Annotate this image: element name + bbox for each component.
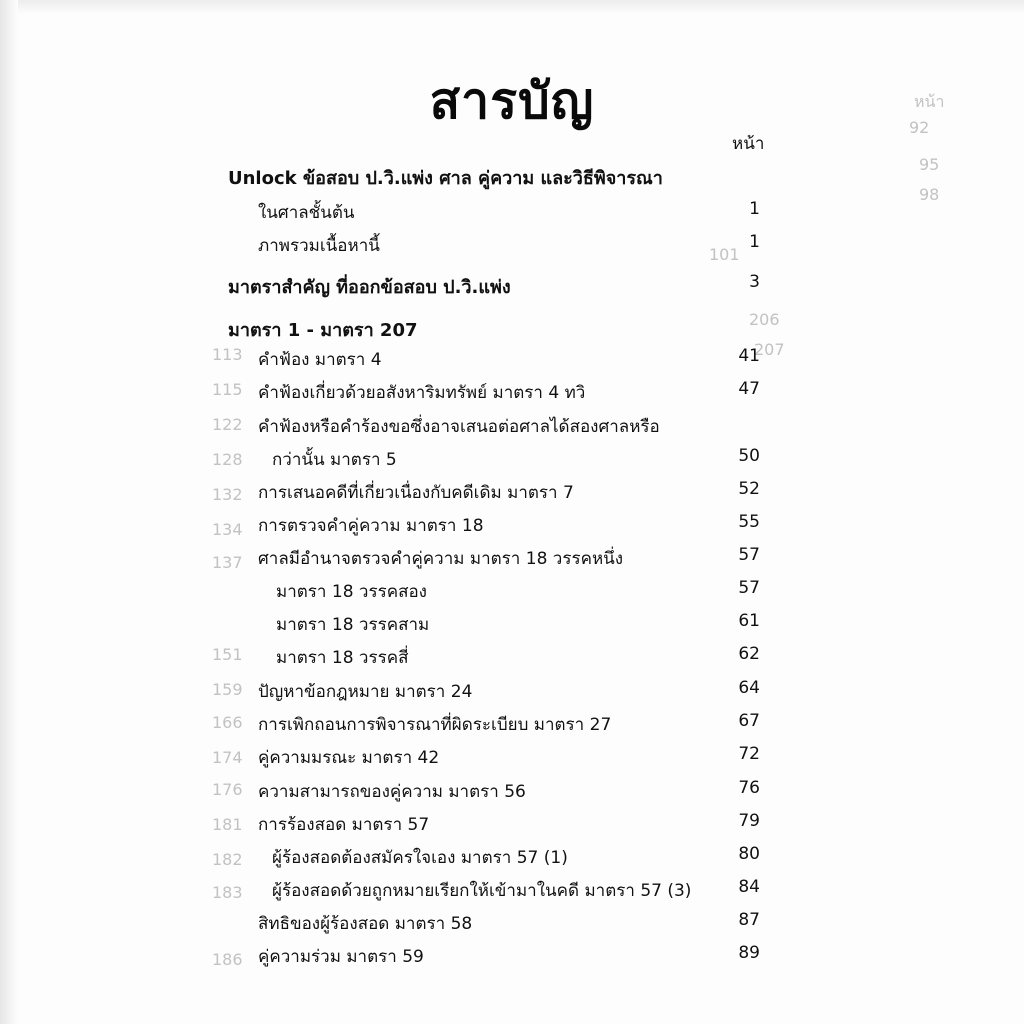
ghost-number: 137 (212, 553, 243, 572)
toc-page-number: 87 (738, 910, 760, 930)
page-top-edge (0, 0, 1024, 14)
ghost-number: 128 (212, 450, 243, 469)
toc-page-number: 55 (738, 512, 760, 532)
toc-entry: ผู้ร้องสอดด้วยถูกหมายเรียกให้เข้ามาในคดี มาตรา 57 (3) (272, 881, 692, 901)
ghost-number: 115 (212, 380, 243, 399)
toc-entry: คำฟ้อง มาตรา 4 (258, 350, 382, 370)
toc-entry: มาตรา 18 วรรคสอง (276, 582, 427, 602)
toc-page-number: 3 (749, 272, 760, 292)
toc-page-number: 57 (738, 545, 760, 565)
toc-page-number: 80 (738, 844, 760, 864)
toc-entry: ในศาลชั้นต้น (258, 203, 355, 223)
toc-page-number: 57 (738, 578, 760, 598)
ghost-number: 159 (212, 680, 243, 699)
ghost-number: 181 (212, 815, 243, 834)
page-column-label: หน้า (732, 134, 765, 154)
toc-page-number: 1 (749, 232, 760, 252)
toc-entry: ความสามารถของคู่ความ มาตรา 56 (258, 782, 526, 802)
toc-entry: การเสนอคดีที่เกี่ยวเนื่องกับคดีเดิม มาตรา 7 (258, 483, 574, 503)
page-title: สารบัญ (429, 72, 595, 130)
toc-entry: ภาพรวมเนื้อหานี้ (258, 236, 380, 256)
toc-entry: คู่ความมรณะ มาตรา 42 (258, 748, 440, 768)
toc-entry: การเพิกถอนการพิจารณาที่ผิดระเบียบ มาตรา 27 (258, 715, 612, 735)
toc-entry: สิทธิของผู้ร้องสอด มาตรา 58 (258, 914, 473, 934)
toc-entry: ศาลมีอำนาจตรวจคำคู่ความ มาตรา 18 วรรคหนึ่ง (258, 549, 624, 569)
toc-entry-heading: Unlock ข้อสอบ ป.วิ.แพ่ง ศาล คู่ความ และวิธีพิจารณา (228, 168, 663, 189)
ghost-number: 182 (212, 850, 243, 869)
toc-page-number: 47 (738, 379, 760, 399)
toc-page-number: 84 (738, 877, 760, 897)
toc-page-number: 1 (749, 199, 760, 219)
toc-page-number: 52 (738, 479, 760, 499)
ghost-number: 206 (749, 310, 780, 329)
toc-page-number: 72 (738, 744, 760, 764)
toc-entry: คู่ความร่วม มาตรา 59 (258, 947, 424, 967)
ghost-number: 134 (212, 520, 243, 539)
toc-entry: กว่านั้น มาตรา 5 (272, 450, 397, 470)
ghost-number: 98 (919, 185, 940, 204)
toc-page-number: 61 (738, 611, 760, 631)
ghost-number: 207 (754, 340, 785, 359)
toc-page-number: 62 (738, 644, 760, 664)
ghost-number: 101 (709, 245, 740, 264)
ghost-number: 186 (212, 950, 243, 969)
toc-entry-heading: มาตรา 1 - มาตรา 207 (228, 320, 418, 341)
toc-entry: มาตรา 18 วรรคสี่ (276, 648, 409, 668)
toc-entry: มาตรา 18 วรรคสาม (276, 615, 430, 635)
ghost-number: 92 (909, 118, 930, 137)
toc-entry-heading: มาตราสำคัญ ที่ออกข้อสอบ ป.วิ.แพ่ง (228, 277, 511, 298)
toc-page-number: 50 (738, 446, 760, 466)
ghost-number: 166 (212, 713, 243, 732)
toc-page-number: 67 (738, 711, 760, 731)
toc-page-number: 64 (738, 678, 760, 698)
ghost-number: 122 (212, 415, 243, 434)
ghost-label: หน้า (914, 92, 945, 111)
toc-page-number: 79 (738, 811, 760, 831)
ghost-number: 151 (212, 645, 243, 664)
toc-entry: คำฟ้องเกี่ยวด้วยอสังหาริมทรัพย์ มาตรา 4 ทวิ (258, 383, 586, 403)
ghost-number: 183 (212, 883, 243, 902)
ghost-number: 95 (919, 155, 940, 174)
toc-page-number: 76 (738, 778, 760, 798)
page-left-edge (0, 0, 18, 1024)
ghost-number: 113 (212, 345, 243, 364)
toc-page-number: 41 (738, 346, 760, 366)
ghost-number: 132 (212, 485, 243, 504)
toc-entry: ผู้ร้องสอดต้องสมัครใจเอง มาตรา 57 (1) (272, 848, 568, 868)
toc-entry: การตรวจคำคู่ความ มาตรา 18 (258, 516, 484, 536)
toc-entry: คำฟ้องหรือคำร้องขอซึ่งอาจเสนอต่อศาลได้สองศาลหรือ (258, 417, 660, 437)
ghost-number: 176 (212, 780, 243, 799)
toc-page-number: 89 (738, 943, 760, 963)
toc-entry: ปัญหาข้อกฎหมาย มาตรา 24 (258, 682, 473, 702)
toc-entry: การร้องสอด มาตรา 57 (258, 815, 430, 835)
ghost-number: 174 (212, 748, 243, 767)
